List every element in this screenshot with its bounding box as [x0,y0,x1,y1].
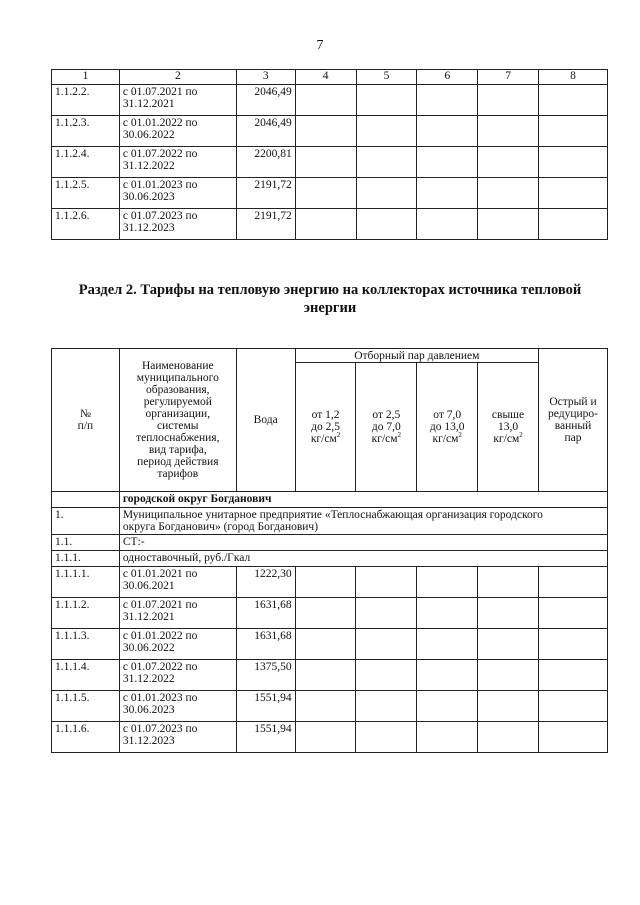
tariff-row [52,178,608,209]
org-name: Муниципальное унитарное предприятие «Теплоснабжающая организация городского округа Богданович» (город Богданович) [119,508,607,535]
tariff-row [52,691,608,722]
column-number-row [52,70,608,85]
column-number: 8 [539,70,608,85]
row-period: с 01.07.2021 по 31.12.2021 [119,85,236,116]
row-water-value: 2191,72 [236,178,295,209]
row-water-value: 1222,30 [236,567,295,598]
empty-cell [417,722,478,753]
row-water-value: 1551,94 [236,691,295,722]
empty-cell [417,660,478,691]
row-water-value: 2046,49 [236,85,295,116]
row-water-value: 2046,49 [236,116,295,147]
row-num: 1.1.1.6. [52,722,120,753]
empty-cell [356,116,417,147]
empty-cell [295,116,356,147]
row-num: 1.1.2.2. [52,85,120,116]
empty-cell [539,209,608,240]
row-period: с 01.07.2022 по 31.12.2022 [119,660,236,691]
row-period: с 01.01.2021 по 30.06.2021 [119,567,236,598]
empty-cell [478,629,539,660]
tariff-row [52,116,608,147]
section-title-line2: энергии [303,300,357,316]
empty-cell [478,722,539,753]
organization-row [52,508,608,535]
empty-cell [538,598,607,629]
empty-cell [478,567,539,598]
empty-cell [356,178,417,209]
empty-cell [295,147,356,178]
empty-cell [295,85,356,116]
header-row [52,349,608,363]
empty-cell [417,691,478,722]
row-water-value: 1551,94 [236,722,295,753]
header-steam-col: от 1,2 до 2,5 $кг/см^2$ [295,363,356,492]
row-period: с 01.07.2023 по 31.12.2023 [119,722,236,753]
row-num: 1.1.1.2. [52,598,120,629]
ct-label: СТ:- [119,535,607,551]
empty-cell [356,660,417,691]
empty-cell [417,147,478,178]
empty-cell [478,116,539,147]
empty-cell [356,722,417,753]
empty-cell [295,209,356,240]
empty-cell [295,629,356,660]
section-title-line1: Раздел 2. Тарифы на тепловую энергию на коллекторах источника тепловой [78,282,582,298]
empty-cell [295,598,356,629]
row-water-value: 1375,50 [236,660,295,691]
row-period: с 01.07.2021 по 31.12.2021 [119,598,236,629]
column-number: 2 [119,70,236,85]
empty-cell [356,629,417,660]
empty-cell [295,691,356,722]
empty-cell [478,147,539,178]
tariff-row [52,629,608,660]
header-water: Вода [236,349,295,492]
row-num: 1.1.2.5. [52,178,120,209]
row-num: 1.1.1.4. [52,660,120,691]
tariff-row [52,209,608,240]
row-period: с 01.01.2022 по 30.06.2022 [119,116,236,147]
tariff-row [52,598,608,629]
empty-cell [295,660,356,691]
header-steam-col: от 2,5 до 7,0 $кг/см^2$ [356,363,417,492]
column-number: 4 [295,70,356,85]
tariff-table-main [51,348,608,753]
empty-cell [478,598,539,629]
empty-cell [538,567,607,598]
header-steam-col: свыше 13,0 $кг/см^2$ [478,363,539,492]
empty-cell [417,629,478,660]
row-period: с 01.01.2023 по 30.06.2023 [119,178,236,209]
empty-cell [538,629,607,660]
tariff-row [52,660,608,691]
row-period: с 01.01.2023 по 30.06.2023 [119,691,236,722]
tariff-num: 1.1.1. [52,551,120,567]
empty-cell [295,178,356,209]
empty-cell [417,85,478,116]
empty-cell [417,116,478,147]
empty-cell [356,567,417,598]
column-number: 5 [356,70,417,85]
empty-cell [295,567,356,598]
tariff-row [52,567,608,598]
row-water-value: 1631,68 [236,598,295,629]
tariff-row [52,85,608,116]
empty-cell [478,691,539,722]
row-num: 1.1.1.3. [52,629,120,660]
empty-cell [417,178,478,209]
header-sharp-steam: Острый и редуциро- ванный пар [538,349,607,492]
tariff-row [52,722,608,753]
empty-cell [478,85,539,116]
row-num: 1.1.1.5. [52,691,120,722]
column-number: 7 [478,70,539,85]
empty-cell [478,660,539,691]
empty-cell [538,660,607,691]
tariff-table-continuation [51,69,608,240]
row-water-value: 2191,72 [236,209,295,240]
empty-cell [356,598,417,629]
header-name: Наименование муниципального образования, регулируемой организации, системы теплоснабжения, вид тарифа, период действия тарифов [119,349,236,492]
row-num: 1.1.2.3. [52,116,120,147]
row-num: 1.1.2.4. [52,147,120,178]
empty-cell [539,85,608,116]
tariff-type-row [52,551,608,567]
column-number: 1 [52,70,120,85]
empty-cell [539,116,608,147]
empty-cell [417,598,478,629]
row-num: 1.1.1.1. [52,567,120,598]
row-water-value: 1631,68 [236,629,295,660]
empty-cell [356,209,417,240]
row-water-value: 2200,81 [236,147,295,178]
empty-cell [356,85,417,116]
empty-cell [538,691,607,722]
column-number: 3 [236,70,295,85]
empty-cell [295,722,356,753]
header-steam-group: Отборный пар давлением [295,349,538,363]
empty-cell [478,178,539,209]
ct-row [52,535,608,551]
tariff-row [52,147,608,178]
empty-cell [538,722,607,753]
empty-cell [356,147,417,178]
section-title [60,281,600,317]
row-period: с 01.01.2022 по 30.06.2022 [119,629,236,660]
empty-cell [478,209,539,240]
empty-cell [356,691,417,722]
header-num: № п/п [52,349,120,492]
district-name: городской округ Богданович [119,492,607,508]
row-period: с 01.07.2023 по 31.12.2023 [119,209,236,240]
empty-cell [539,147,608,178]
org-num: 1. [52,508,120,535]
tariff-label: одноставочный, руб./Гкал [119,551,607,567]
empty-cell [417,209,478,240]
row-num: 1.1.2.6. [52,209,120,240]
header-steam-col: от 7,0 до 13,0 $кг/см^2$ [417,363,478,492]
ct-num: 1.1. [52,535,120,551]
column-number: 6 [417,70,478,85]
empty-cell [417,567,478,598]
empty-cell [539,178,608,209]
page-number: 7 [316,38,324,53]
row-period: с 01.07.2022 по 31.12.2022 [119,147,236,178]
district-row [52,492,608,508]
